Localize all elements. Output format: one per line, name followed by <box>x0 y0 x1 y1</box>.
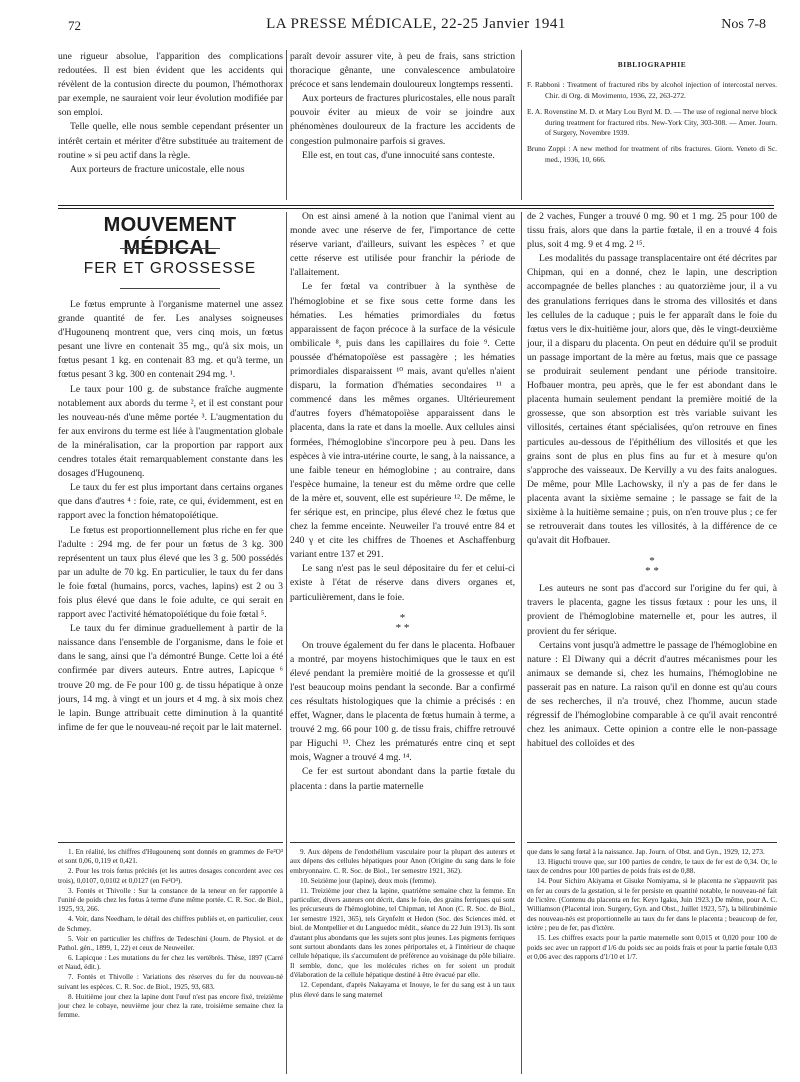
footnote: 8. Huitième jour chez la lapine dont l'œuf n'est pas encore fixé, treizième jour chez le cobaye, neuvième jour chez la rate, troisième semaine chez la femme. <box>58 992 283 1020</box>
paragraph: On est ainsi amené à la notion que l'animal vient au monde avec une réserve de fer, l'importance de cette réserve variant, d'ailleurs, suivant les espèces ⁷ et que cette réserve est utilisée pour franchir la période de l'allaitement. <box>290 211 515 279</box>
column-divider <box>521 50 522 200</box>
section-heading: MOUVEMENT MÉDICAL <box>103 214 237 259</box>
page-number: 72 <box>68 18 81 33</box>
footnote-rule <box>290 842 515 843</box>
paragraph: Elle est, en tout cas, d'une innocuité sans conteste. <box>302 149 495 161</box>
bibliography <box>527 50 777 210</box>
paragraph: paraît devoir assurer vite, à peu de frais, sans striction thoracique gênante, une convalescence ambulatoire précoce et sans lendemain douloureux longtemps ressenti. <box>290 51 515 91</box>
column-divider <box>521 212 522 1074</box>
bibliography-entry: F. Rabboni : Treatment of fractured ribs by alcohol injection of intercostal nerves. Chir. di Org. di Movimento, 1936, 22, 263-272. <box>527 80 777 100</box>
footnote: 13. Higuchi trouve que, sur 100 parties de cendre, le taux de fer est de 0,34. Or, le taux de cendres pour 100 parties de poids frais est de 0,88. <box>527 857 777 876</box>
footnote-rule <box>527 842 777 843</box>
section-separator: * * * <box>645 555 659 578</box>
heading-rule <box>120 248 220 249</box>
paragraph: Le taux du fer est plus important dans certains organes que dans d'autres ⁴ : foie, rate, ce qui, évidemment, est en rapport avec la fonction hématopoïétique. <box>58 482 283 522</box>
footnote: 10. Seizième jour (lapine), deux mois (femme). <box>300 876 437 885</box>
bibliography-entry: Bruno Zoppi : A new method for treatment of ribs fractures. Giorn. Veneto di Sc. med., 1936, 10, 666. <box>527 144 777 164</box>
footnote: 3. Fontès et Thivolle : Sur la constance de la teneur en fer rapportée à l'unité de poids chez les fœtus à terme d'une même portée. C. R. Soc. de Biol., 1925, 93, 266. <box>58 886 283 914</box>
paragraph: On trouve également du fer dans le placenta. Hofbauer a montré, par moyens histochimiques que le taux en est élevé pendant la première moitié de la grossesse et qu'il l'est beaucoup moins pendant la seconde. Bar a confirmé ces résultats histologiques que la chimie a précisés : en effet, Wagner, dans le placenta de fœtus humain à terme, a trouvé 2 mg. 66 pour 100 g. de tissu frais, chiffre retrouvé par Higuchi ¹³. Chez les prématurés entre cinq et sept mois, Wagner a trouvé 4 mg. ¹⁴. <box>290 639 515 764</box>
paragraph: Les auteurs ne sont pas d'accord sur l'origine du fer qui, à travers le placenta, gagne les tissus fœtaux : pour les uns, il provient de l'hémoglobine maternelle et, pour les autres, il provient du fer sérique. <box>527 583 777 637</box>
footnote: 2. Pour les trois fœtus précités (et les autres dosages concordent avec ces trois), 0,0107, 0,0102 et 0,0127 (en Fe²O³). <box>58 867 283 885</box>
article-title: FER ET GROSSESSE <box>83 260 257 277</box>
paragraph: Aux porteurs de fractures pluricostales, elle nous paraît pouvoir éviter au mieux de voir se joindre aux phénomènes douloureux de la fracture les accidents de congestion pulmonaire parfois si graves. <box>290 93 515 147</box>
footnote-rule <box>58 842 283 843</box>
column-divider <box>286 50 287 200</box>
footnote: 7. Fontès et Thivolle : Variations des réserves du fer du nouveau-né suivant les espèces. C. R. Soc. de Biol., 1925, 93, 683. <box>58 973 283 991</box>
article-column-1 <box>58 298 283 838</box>
bibliography-title: BIBLIOGRAPHIE <box>617 60 687 69</box>
footnote: 6. Lapicque : Les mutations du fer chez les vertébrés. Thèse, 1897 (Carré et Naud, édit.). <box>58 953 283 972</box>
footnote: 12. Cependant, d'après Nakayama et Inouye, le fer du sang est à un taux plus élevé dans le sang maternel <box>290 981 515 999</box>
paragraph: une rigueur absolue, l'apparition des complications redoutées. Il est bien évident que les accidents qui révèlent de la contusion directe du poumon, l'hémothorax par exemple, ne sauraient voir leur évolution modifiée par son emploi. <box>58 51 283 119</box>
section-separator: * * * <box>395 611 410 634</box>
paragraph: Le fœtus emprunte à l'organisme maternel une assez grande quantité de fer. Les analyses soigneuses d'Hugounenq montrent que, vers cinq mois, un fœtus pesant une livre en contenait 35 mg., qu'à six mois, un fœtus pesant 1 kg. en contenait 83 mg. et qu'à terme, un fœtus pesant 3 kg. 300 en contenait 294 mg. ¹. <box>58 299 283 381</box>
issue-number: Nos 7-8 <box>721 17 766 32</box>
paragraph: Le sang n'est pas le seul dépositaire du fer et celui-ci existe à l'état de réserve dans divers organes et, particulièrement, dans le foie. <box>290 563 515 603</box>
paragraph: Le fer fœtal va contribuer à la synthèse de l'hémoglobine et se fixe sous cette forme dans les hématies. Les hématies primordiales du fœtus apparaissent de façon précoce à la surface de la vésicule ombilicale ⁸, puis dans les capillaires du foie ⁹. Cette poussée d'hématopoïèse est passagère ; les hématies primordiales disparaissent ¹⁰ mais, avant qu'elles n'aient disparu, la formation d'hématies secondaires ¹¹ a commencé dans les mêmes organes. Ultérieurement d'autres foyers d'hématopoïèse apparaissent dans le placenta, dans la rate et dans la moelle. Aux cellules ainsi formées, l'hémoglobine s'incorpore peu à peu. Dans les espèces à vie intra-utérine courte, le sang, à la naissance, a une faible teneur en hémoglobine ; au contraire, dans l'espèce humaine, la teneur est du même ordre que celle de la mère et, souvent, elle est supérieure ¹². De même, le fer sérique est, en principe, plus élevé chez le fœtus que chez la femme enceinte. Neuweiler l'a trouvé entre 84 et 240 γ et cite les chiffres de Thoenes et Aschaffenburg variant entre 137 et 291. <box>290 281 515 561</box>
paragraph: Les modalités du passage transplacentaire ont été décrites par Chipman, qui en a donné, chez le lapin, une description accompagnée de belles planches : au quatorzième jour, il a vu des granulations ferriques dans le stroma des villosités et dans les cellules de la caduque ; puis le fer apparaît dans le foie du fœtus vers le dix-huitième jour, alors que, dès le vingt-deuxième jour, il a disparu du placenta. On peut en déduire qu'il se produit un passage important de la mère au fœtus, mais que ce passage se produirait seulement pendant une période transitoire. Hofbauer montra, peu après, que le fer est abondant dans le placenta humain seulement pendant la première moitié de la grossesse, que son absorption est très variable suivant les villosités, certaines étant spécialisées, qu'on retrouve en fines particules au-dessous de l'épithélium des villosités et que les grains sont de plus en plus fins au fur et à mesure qu'on s'approche des vaisseaux. De Kervilly a vu des faits analogues. De même, pour Mlle Lachowsky, il n'y a pas de fer dans le placenta avant la sixième semaine ; le passage se fait de la sixième à la huitième semaine ; puis, on n'en trouve plus ; ce fer se retrouverait dans toutes les villosités, à la différence de ce qu'avait dit Hofbauer. <box>527 253 777 547</box>
footnote: 9. Aux dépens de l'endothélium vasculaire pour la plupart des auteurs et aux dépens des cellules hépatiques pour Anon (Origine du sang dans le foie embryonnaire. C. R. Soc. de Biol., 1er semestre 1921, 362). <box>290 848 515 875</box>
footnote: 11. Treizième jour chez la lapine, quatrième semaine chez la femme. En particulier, divers auteurs ont décrit, dans le foie, des grains ferriques qui sont les précurseurs de l'hémoglobine, tel Chipman, tel Anon (C. R. Soc. de Biol., 1er semestre 1921, 365), tels Grynfeltt et Hedon (Soc. des Sciences méd. et biol. de Montpellier et du Languedoc médit., séance du 22 Juin 1913). Ils sont d'autant plus abondants que les sujets sont plus jeunes. Les pigments ferriques sont surtout abondants dans les zones périportales et, à l'intérieur de chaque cellule hépatique, ils s'accumulent de préférence au voisinage du pôle biliaire. Il semble, donc, que les molécules riches en fer soient un produit d'élaboration de la cellule hépatique destiné à être évacué par elle. <box>290 886 515 980</box>
footnotes-column-2 <box>290 848 515 1073</box>
section-rule <box>58 205 774 206</box>
footnotes-column-3 <box>527 848 777 1073</box>
paragraph: Aux porteurs de fracture unicostale, elle nous <box>70 163 245 175</box>
paragraph: Ce fer est surtout abondant dans la partie fœtale du placenta : dans la partie maternelle <box>290 766 515 792</box>
paragraph: Certains vont jusqu'à admettre le passage de l'hémoglobine en nature : El Diwany qui a décrit d'autres mécanismes pour les animaux se demande si, chez les humains, l'hémoglobine ne passerait pas en nature. La raison qu'il en donne est qu'au cours de ses recherches, il n'a trouvé, chez l'homme, aucun stade régressif de l'hémoglobine comparable à ce qu'il avait rencontré chez les animaux. Cette opinion a contre elle le non-passage habituel des colloïdes et des <box>527 639 777 750</box>
paragraph: Telle quelle, elle nous semble cependant présenter un intérêt certain et mériter d'être substituée au traitement de routine » si peu actif dans la règle. <box>58 121 283 161</box>
footnote: 15. Les chiffres exacts pour la partie maternelle sont 0,015 et 0,020 pour 100 de poids sec avec un rapport d'1/6 du poids sec au poids frais et pour la partie fœtale 0,03 et 0,06 avec des rapports d'1/10 et 1/7. <box>527 934 777 961</box>
journal-title: LA PRESSE MÉDICALE, 22-25 Janvier 1941 <box>266 16 566 32</box>
footnote: 5. Voir en particulier les chiffres de Tedeschini (Journ. de Physiol. et de Pathol. gén., 1899, 1, 22) et ceux de Neuweiler. <box>58 934 283 953</box>
footnote: 1. En réalité, les chiffres d'Hugounenq sont donnés en grammes de Fe²O³ et sont 0,06, 0,119 et 0,421. <box>58 848 283 866</box>
heading-rule <box>120 288 220 289</box>
top-article-column-1 <box>58 50 283 200</box>
paragraph: Le taux du fer diminue graduellement à partir de la naissance dans l'ensemble de l'organisme, dans le foie et dans le sang, ainsi que l'a démontré Bunge. Cette loi a été confirmée par divers auteurs. Entre autres, Lapicque ⁶ trouve 20 mg. de Fe pour 100 g. de tissu hépatique à onze jours, 14 mg. à vingt et un jours et 4 mg. à six mois chez le lapin. Bunge attribuait cette diminution à la quantité infime de fer que le nouveau-né reçoit par le lait maternel. <box>58 623 283 733</box>
section-rule <box>58 208 774 209</box>
footnote: 4. Voir, dans Needham, le détail des chiffres publiés et, en particulier, ceux de Schmey. <box>58 915 283 933</box>
bibliography-entry: E. A. Rovenstine M. D. et Mary Lou Byrd M. D. — The use of regional nerve block during treatment for fractured ribs. New-York City, 303-308. — Amer. Journ. of Surgery, Novembre 1939. <box>527 107 777 138</box>
article-column-2 <box>290 210 515 838</box>
article-column-3 <box>527 210 777 838</box>
paragraph: de 2 vaches, Funger a trouvé 0 mg. 90 et 1 mg. 25 pour 100 de tissu frais, alors que dans la partie fœtale, il en a trouvé 4 fois plus, soit 4 mg. 9 et 4 mg. 2 ¹⁵. <box>527 211 777 251</box>
page-header <box>58 14 774 40</box>
top-article-column-2 <box>290 50 515 200</box>
column-divider <box>286 212 287 1074</box>
paragraph: Le fœtus est proportionnellement plus riche en fer que l'adulte : 294 mg. de fer pour un fœtus de 3 kg. 300 représentent un taux plus élevé que les 3 g. 500 possédés par un adulte de 70 kg. En particulier, le taux du fer dans le foie fœtal (humains, porcs, vaches, lapins) est 2 ou 3 fois plus élevé que dans le foie adulte, ce qui serait en rapport avec l'activité hématopoïétique du foie fœtal ⁵. <box>58 524 283 621</box>
footnote: 14. Pour Sichiro Akiyama et Gisuke Nomiyama, si le placenta ne s'appauvrit pas en fer au cours de la gestation, si le fer persiste en quantité notable, le nouveau-né fait de l'ictère. (Contenu du placenta en fer. Keyo Igaku, Juin 1923.) De même, pour A. C. Williamson (Placental iron. Surgery, Gyn. and Obst., Juillet 1923, 57), la bilirubinémie des nouveau-nés est proportionnelle au taux du fer dans le placenta ; beaucoup de fer, ictère ; peu de fer, pas d'ictère. <box>527 877 777 933</box>
footnotes-column-1 <box>58 848 283 1073</box>
paragraph: Le taux pour 100 g. de substance fraîche augmente notablement aux abords du terme ², et il est constant pour les nouveau-nés d'une même portée ³. L'augmentation du fer aux environs du terme est liée à l'augmentation globale de la minéralisation, car la proportion par rapport aux cendres totales était remarquablement constante dans les dosages d'Hugounenq. <box>58 383 283 480</box>
footnote: que dans le sang fœtal à la naissance. Jap. Journ. of Obst. and Gyn., 1929, 12, 273. <box>527 848 765 856</box>
